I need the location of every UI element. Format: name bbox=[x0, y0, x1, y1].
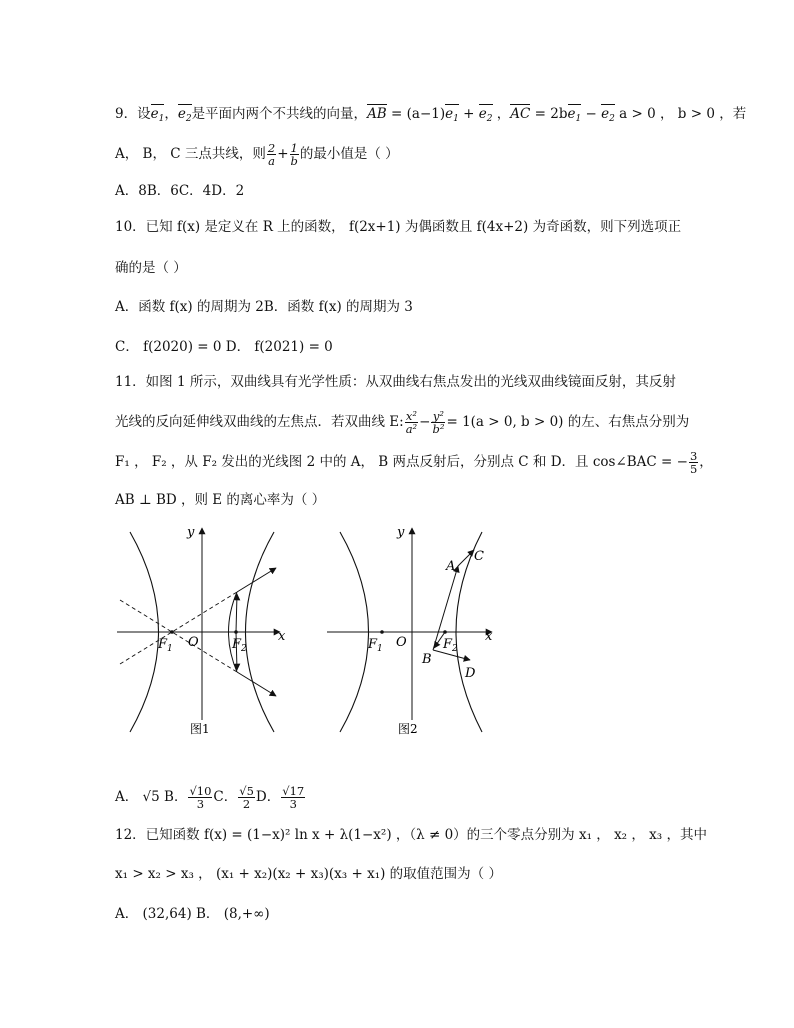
fig2-focus-f2 bbox=[443, 630, 447, 634]
fig1-ray-f2-up bbox=[236, 594, 237, 632]
q11-opt-c: C． bbox=[213, 789, 238, 805]
fraction-x2-a2: $\frac{\text{x²}}{\text{a²}}$ bbox=[405, 409, 418, 436]
q11-opt-d: D． bbox=[255, 789, 281, 805]
q9-line2-b: 的最小值是（ ） bbox=[299, 146, 399, 162]
vector-e1-b: $e_1$ bbox=[445, 104, 459, 129]
fig1-reflect-up bbox=[237, 568, 276, 592]
q11-options bbox=[115, 785, 306, 810]
q9-eq2: = 2b bbox=[530, 106, 568, 122]
q11-line4: AB ⊥ BD ，则 E 的离心率为（ ） bbox=[115, 492, 326, 508]
q11-line3 bbox=[115, 450, 713, 475]
vector-e1-c: $e_1$ bbox=[568, 104, 582, 129]
fig1-f1-label: $F_1$ bbox=[158, 637, 173, 654]
figure-2 bbox=[322, 520, 502, 740]
q11-opt-a: A． √5 B． bbox=[115, 789, 188, 805]
q11-minus: − bbox=[419, 414, 431, 430]
fig2-origin-label: O bbox=[396, 635, 407, 650]
vector-e2-b: $e_2$ bbox=[479, 104, 493, 129]
fig1-x-label: x bbox=[278, 629, 286, 644]
vector-e2-c: $e_2$ bbox=[601, 104, 615, 129]
q12-line1: 12．已知函数 f(x) = (1−x)² ln x + λ(1−x²) ，（λ ≠ 0）的三个零点分别为 x₁ ， x₂ ， x₃ ，其中 bbox=[115, 827, 707, 843]
q9-text-a: 9．设 bbox=[115, 106, 151, 122]
fraction-2-over-a: $\frac{2}{a}$ bbox=[267, 141, 276, 168]
q9-plus: + bbox=[458, 106, 479, 122]
fig2-focus-f1 bbox=[380, 630, 384, 634]
q10-line1: 10．已知 f(x) 是定义在 R 上的函数， f(2x+1) 为偶函数且 f(4x+2) 为奇函数，则下列选项正 bbox=[115, 219, 682, 235]
q10-opt-ab: A．函数 f(x) 的周期为 2B．函数 f(x) 的周期为 3 bbox=[115, 299, 413, 315]
q12-line2: x₁ > x₂ > x₃ ， (x₁ + x₂)(x₂ + x₃)(x₃ + x₁) 的取值范围为（ ） bbox=[115, 866, 502, 882]
fig2-point-d: D bbox=[465, 666, 476, 681]
q9-comma: ， bbox=[164, 106, 178, 122]
q11-line2-text: 光线的反向延伸线双曲线的左焦点．若双曲线 E: bbox=[115, 414, 404, 430]
q9-line2 bbox=[115, 142, 399, 167]
fig2-x-label: x bbox=[485, 629, 493, 644]
fig2-f1-label: $F_1$ bbox=[368, 637, 383, 654]
q9-tail: a > 0 ， b > 0 ，若 bbox=[614, 106, 747, 122]
fig2-ray-a-to-c bbox=[458, 550, 474, 566]
figure-1 bbox=[112, 520, 302, 740]
fraction-1-over-b: $\frac{1}{b}$ bbox=[290, 141, 298, 168]
vector-e1: $e_1$ bbox=[151, 104, 165, 129]
fig2-f2-label: $F_2$ bbox=[443, 637, 458, 654]
vector-e2: $e_2$ bbox=[178, 104, 192, 129]
vector-AC: AC bbox=[510, 106, 531, 122]
vector-AB: AB bbox=[367, 106, 387, 122]
q9-text-b: 是平面内两个不共线的向量， bbox=[191, 106, 368, 122]
q9-minus: − bbox=[581, 106, 602, 122]
q9-eq1: = (a−1) bbox=[386, 106, 446, 122]
q11-line3-tail: ， bbox=[699, 454, 713, 470]
q10-line2: 确的是（ ） bbox=[115, 260, 187, 276]
q11-opt-c-frac: $\frac{√5}{2}$ bbox=[239, 784, 254, 811]
q9-sep: ， bbox=[492, 106, 511, 122]
fig2-point-c: C bbox=[474, 549, 484, 564]
q11-line1: 11．如图 1 所示，双曲线具有光学性质：从双曲线右焦点发出的光线双曲线镜面反射，其反射 bbox=[115, 374, 676, 390]
q9-line2-a: A， B， C 三点共线，则 bbox=[115, 146, 266, 162]
fig1-f2-label: $F_2$ bbox=[232, 637, 247, 654]
fig1-origin-label: O bbox=[188, 635, 199, 650]
q11-opt-b-frac: $\frac{√10}{3}$ bbox=[189, 784, 212, 811]
fig2-y-label: y bbox=[397, 525, 405, 540]
fig2-point-a: A bbox=[446, 559, 456, 574]
q11-line2-tail: = 1(a > 0, b > 0) 的左、右焦点分别为 bbox=[446, 414, 690, 430]
q10-opt-cd: C． f(2020) = 0 D． f(2021) = 0 bbox=[115, 339, 333, 355]
q11-opt-d-frac: $\frac{√17}{3}$ bbox=[282, 784, 305, 811]
fig1-reflect-down bbox=[237, 672, 276, 696]
fig1-dashed-upper bbox=[120, 600, 237, 672]
fig1-focus-f1 bbox=[170, 630, 174, 634]
q9-options: A．8B．6C．4D．2 bbox=[115, 183, 245, 199]
fig2-caption: 图2 bbox=[398, 722, 418, 736]
fig1-caption: 图1 bbox=[190, 722, 210, 736]
fig1-focus-f2 bbox=[234, 630, 238, 634]
fig2-point-b: B bbox=[422, 652, 432, 667]
fraction-y2-b2: $\frac{\text{y²}}{\text{b²}}$ bbox=[432, 409, 445, 436]
q11-line3-text: F₁ ， F₂ ，从 F₂ 发出的光线图 2 中的 A， B 两点反射后，分别点 C 和 D．且 cos∠BAC = − bbox=[115, 454, 688, 470]
fig1-y-label: y bbox=[187, 525, 195, 540]
q9-line2-plus: + bbox=[277, 146, 289, 162]
fraction-3-5: $\frac{3}{5}$ bbox=[689, 449, 698, 476]
fig1-dashed-lower bbox=[120, 592, 237, 664]
q9-line1 bbox=[115, 104, 746, 129]
q12-options: A． (32,64) B． (8,+∞) bbox=[115, 906, 270, 922]
q11-line2 bbox=[115, 410, 689, 435]
